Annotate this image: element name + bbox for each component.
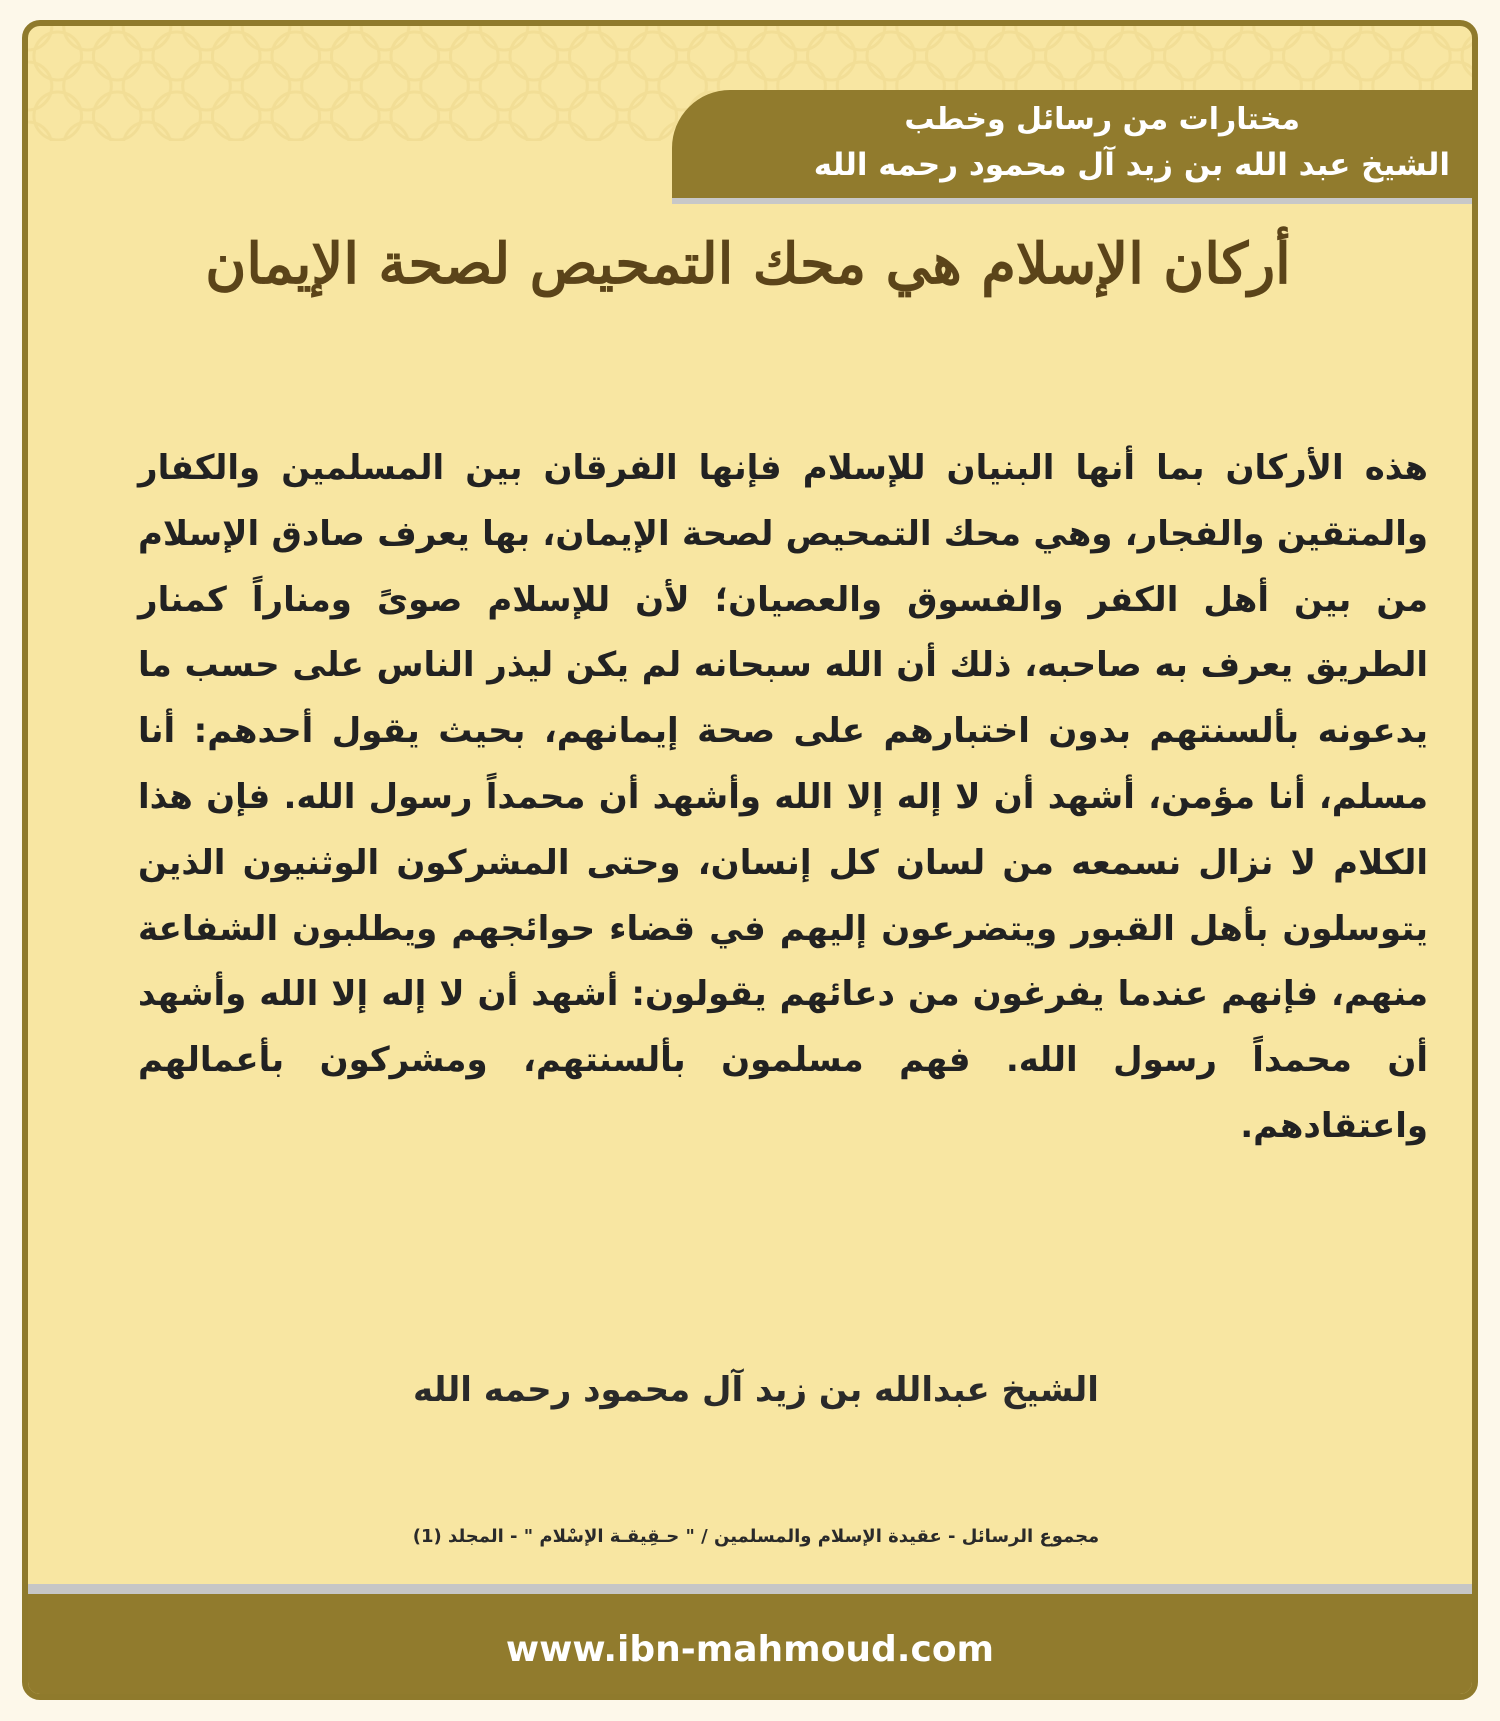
header-banner bbox=[672, 90, 1472, 198]
footer-bar bbox=[28, 1594, 1472, 1700]
page-title: أركان الإسلام هي محك التمحيص لصحة الإيمان bbox=[205, 231, 1291, 297]
author-signature: الشيخ عبدالله بن زيد آل محمود رحمه الله bbox=[413, 1370, 1099, 1410]
header-author: الشيخ عبد الله بن زيد آل محمود رحمه الله bbox=[813, 147, 1450, 183]
page-card bbox=[22, 20, 1478, 1700]
footer-divider bbox=[28, 1584, 1472, 1594]
website-link[interactable]: www.ibn-mahmoud.com bbox=[505, 1629, 995, 1670]
source-citation: مجموع الرسائل - عقيدة الإسلام والمسلمين / " حـقِيقـة الإسْلام " - المجلد (1) bbox=[412, 1526, 1100, 1547]
header-subtitle: مختارات من رسائل وخطب bbox=[904, 102, 1300, 137]
body-paragraph: هذه الأركان بما أنها البنيان للإسلام فإنها الفرقان بين المسلمين والكفار والمتقين والفجار، وهي محك التمحيص لصحة الإيمان، بها يعرف صادق الإسلام من بين أهل الكفر والفسوق والعصيان؛ لأن للإسلام صوىً ومناراً كمنار الطريق يعرف به صاحبه، ذلك أن الله سبحانه لم يكن ليذر الناس على حسب ما يدعونه بألسنتهم بدون اختبارهم على صحة إيمانهم، بحيث يقول أحدهم: أنا مسلم، أنا مؤمن، أشهد أن لا إله إلا الله وأشهد أن محمداً رسول الله. فإن هذا الكلام لا نزال نسمعه من لسان كل إنسان، وحتى المشركون الوثنيون الذين يتوسلون بأهل القبور ويتضرعون إليهم في قضاء حوائجهم ويطلبون الشفاعة منهم، فإنهم عندما يفرغون من دعائهم يقولون: أشهد أن لا إله إلا الله وأشهد أن محمداً رسول الله. فهم مسلمون بألسنتهم، ومشركون بأعمالهم واعتقادهم. bbox=[138, 448, 1428, 1146]
header-underline bbox=[672, 198, 1472, 204]
